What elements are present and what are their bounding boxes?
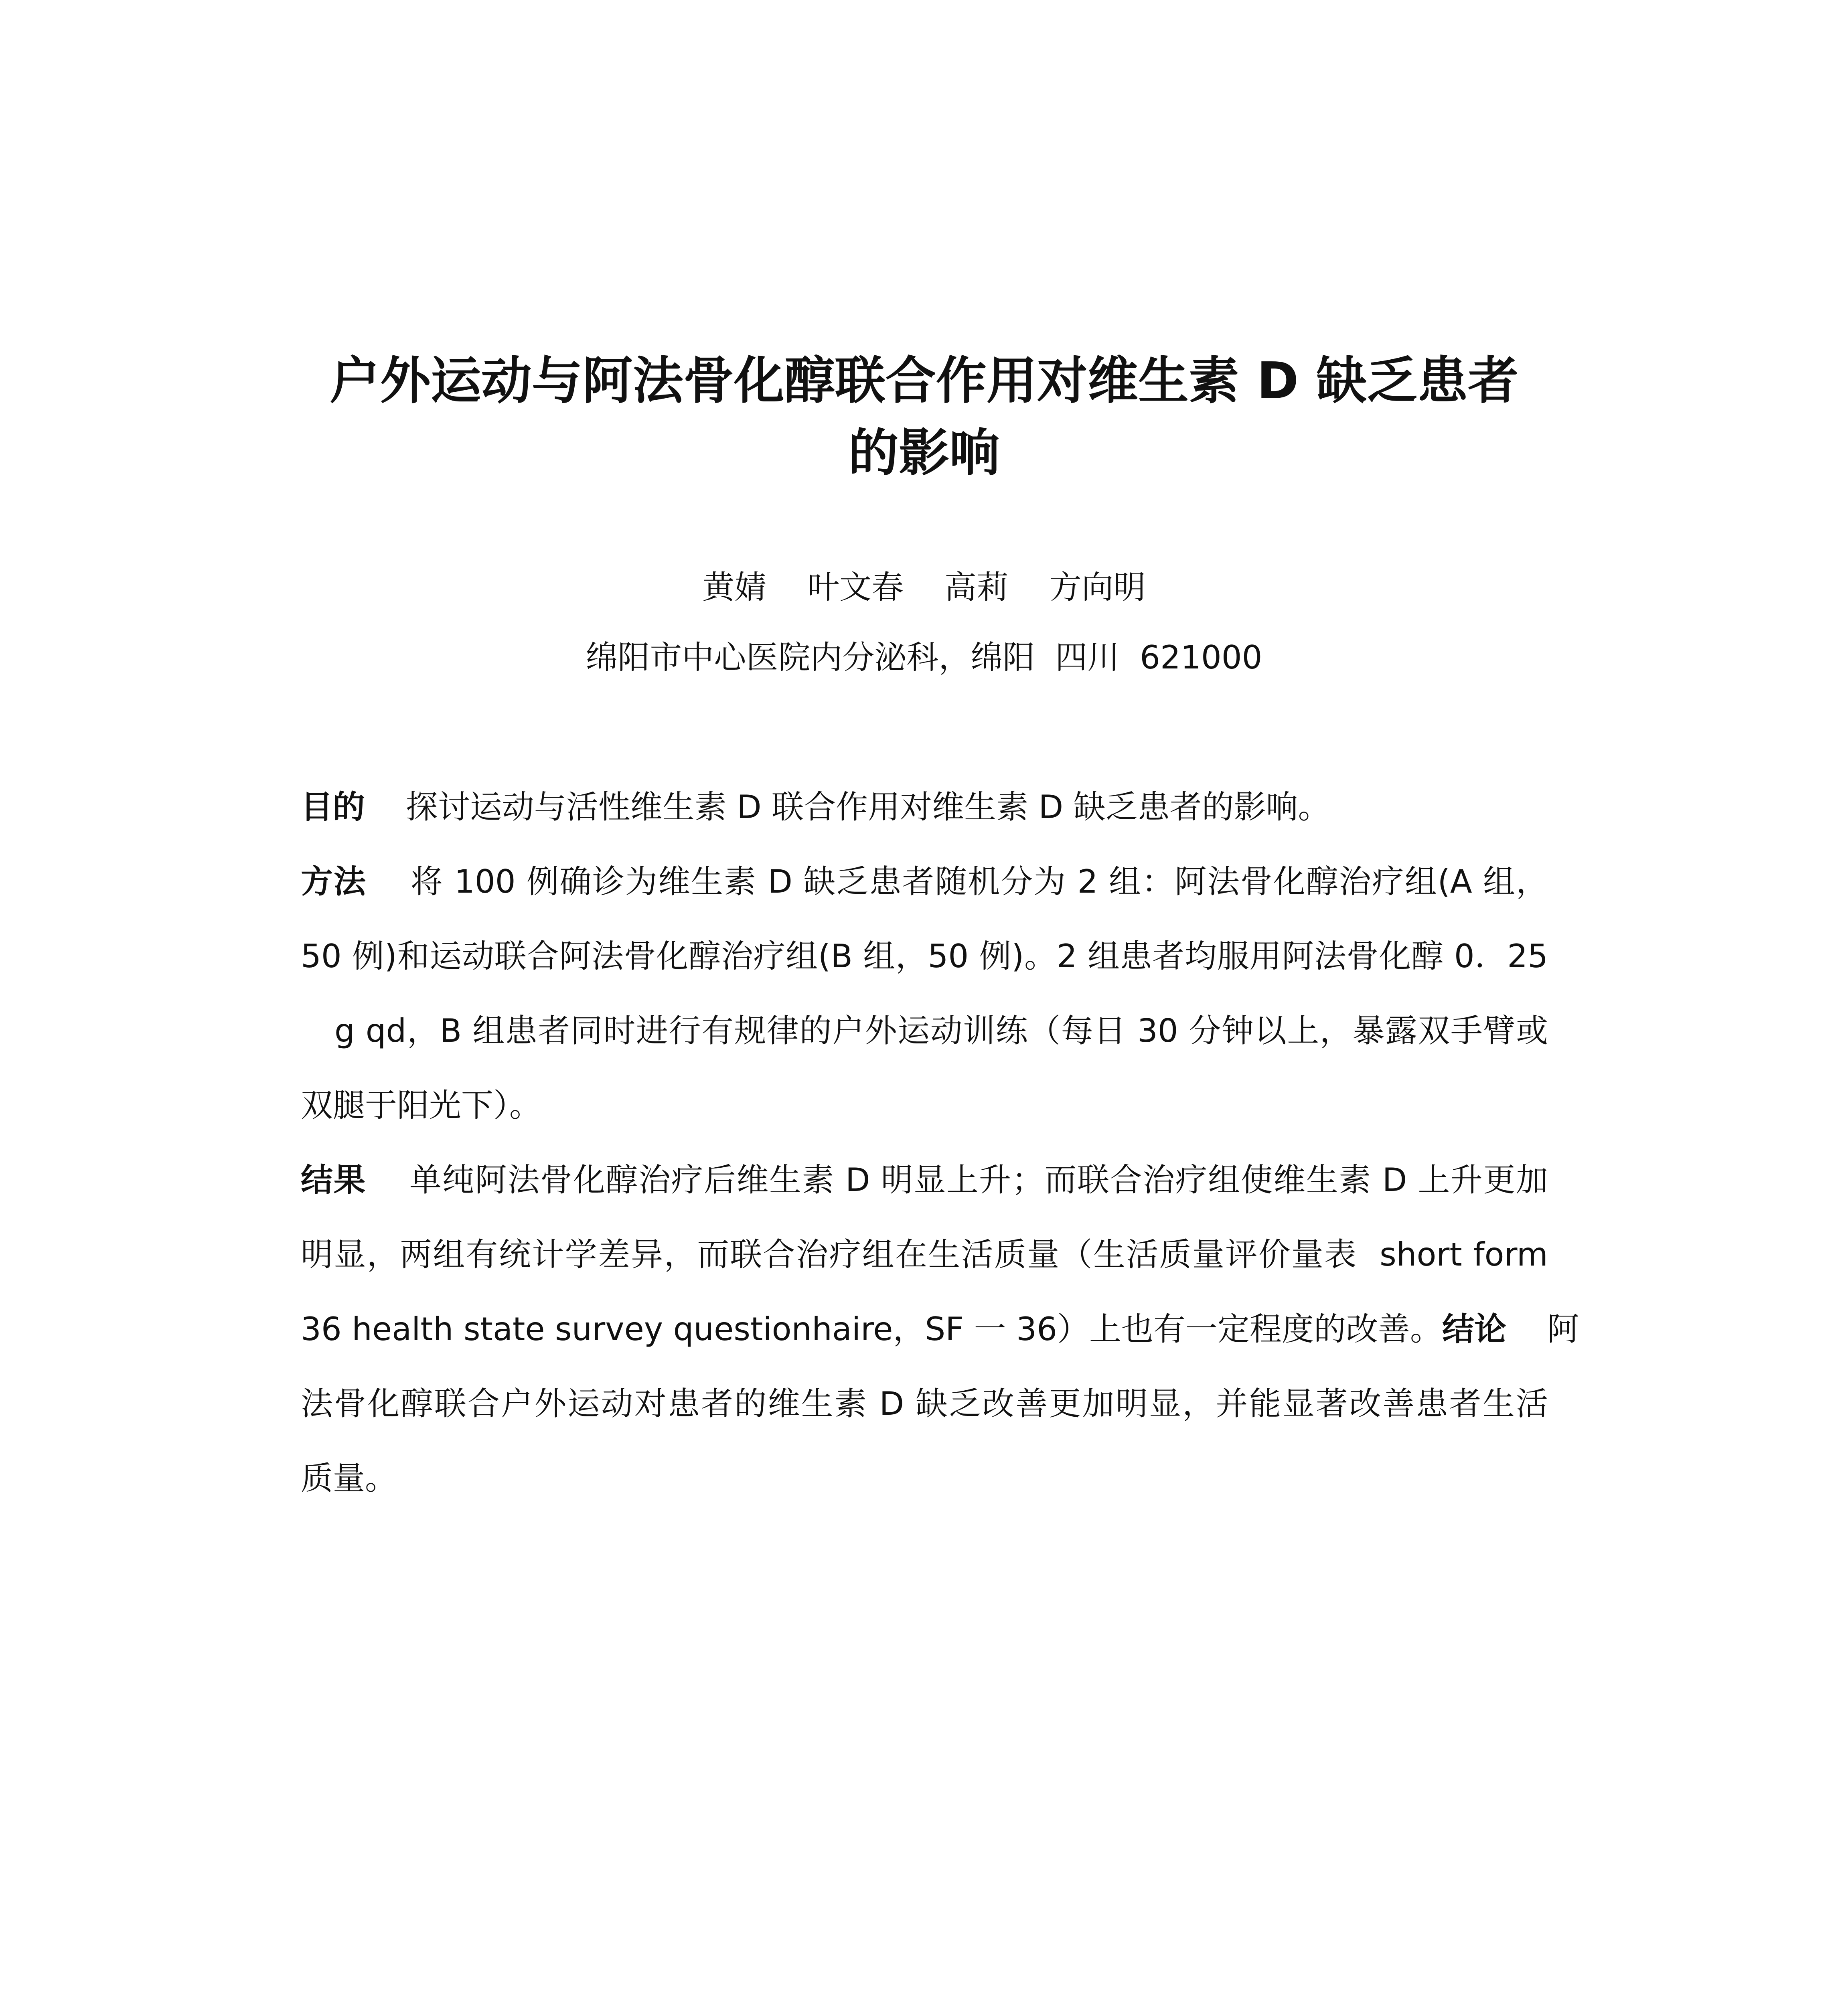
objective-label: 目的 (301, 788, 365, 826)
title-line-1: 户外运动与阿法骨化醇联合作用对维生素 D 缺乏患者 (329, 351, 1519, 410)
abstract-methods-line-4: 双腿于阳光下）。 (301, 1087, 541, 1124)
abstract-conclusion-line-3: 质量。 (301, 1460, 397, 1497)
objective-text: 探讨运动与活性维生素 D 联合作用对维生素 D 缺乏患者的影响。 (365, 788, 1330, 826)
conclusion-text-1: 阿 (1506, 1310, 1579, 1348)
abstract-results-line-1 (301, 1143, 1548, 1217)
methods-text-1: 将 100 例确诊为维生素 D 缺乏患者随机分为 2 组：阿法骨化醇治疗组(A 组， (366, 863, 1548, 900)
abstract (301, 770, 1579, 1516)
abstract-methods-line-3: g qd，B 组患者同时进行有规律的户外运动训练（每日 30 分钟以上，暴露双手臂或 (334, 1012, 1548, 1049)
methods-label: 方法 (301, 863, 367, 900)
results-text-1: 单纯阿法骨化醇治疗后维生素 D 明显上升；而联合治疗组使维生素 D 上升更加 (366, 1161, 1548, 1199)
conclusion-label: 结论 (1442, 1310, 1506, 1348)
abstract-methods-line-2: 50 例)和运动联合阿法骨化醇治疗组(B 组，50 例)。2 组患者均服用阿法骨化醇 0．25 (301, 938, 1548, 975)
abstract-methods-line-1 (301, 845, 1548, 919)
author-list: 黄婧 叶文春 高莉 方向明 (702, 569, 1146, 606)
title-line-2: 的影响 (848, 423, 1000, 482)
results-label: 结果 (301, 1161, 367, 1199)
abstract-results-line-3 (301, 1292, 1579, 1367)
abstract-conclusion-line-2: 法骨化醇联合户外运动对患者的维生素 D 缺乏改善更加明显，并能显著改善患者生活 (301, 1385, 1548, 1422)
abstract-results-line-2: 明显，两组有统计学差异，而联合治疗组在生活质量（生活质量评价量表 short form (301, 1236, 1548, 1273)
results-text-3: 36 health state survey questionhaire，SF 一 36）上也有一定程度的改善。 (301, 1310, 1442, 1348)
paper-title (281, 345, 1567, 489)
author-affiliation: 绵阳市中心医院内分泌科，绵阳 四川 621000 (586, 639, 1262, 676)
abstract-objective (301, 770, 1548, 845)
